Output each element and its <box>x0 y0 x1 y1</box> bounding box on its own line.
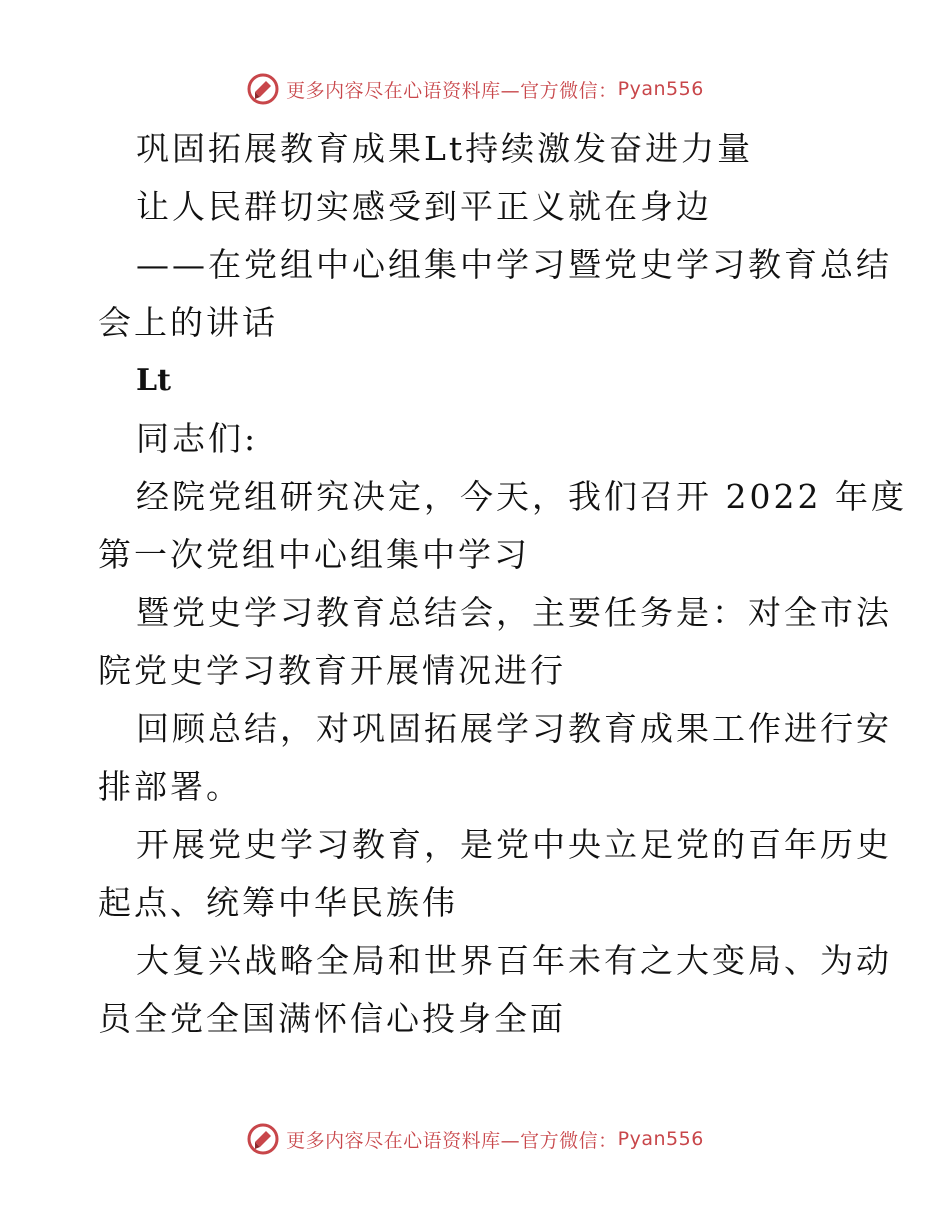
book-pen-logo-icon <box>246 72 280 106</box>
title-line-2: 让人民群切实感受到平正义就在身边 <box>136 187 712 226</box>
paragraph-line: 经院党组研究决定，今天，我们召开 2022 年度 <box>136 477 907 516</box>
paragraph-line: 回顾总结，对巩固拓展学习教育成果工作进行安 <box>136 709 892 748</box>
paragraph-line: 开展党史学习教育，是党中央立足党的百年历史 <box>136 825 892 864</box>
title-line-1: 巩固拓展教育成果Lt持续激发奋进力量 <box>136 129 754 168</box>
book-pen-logo-icon <box>246 1122 280 1156</box>
watermark-text: 更多内容尽在心语资料库—官方微信： <box>286 79 618 102</box>
paragraph-line: 员全党全国满怀信心投身全面 <box>98 999 566 1038</box>
watermark-text: 更多内容尽在心语资料库—官方微信： <box>286 1129 618 1152</box>
stray-glyph: Lt <box>136 363 171 398</box>
watermark-contact: Pyan556 <box>617 1128 704 1150</box>
salutation: 同志们: <box>136 419 259 458</box>
paragraph-line: 第一次党组中心组集中学习 <box>98 535 530 574</box>
paragraph-line: 排部署。 <box>98 767 242 806</box>
document-body <box>98 120 907 1048</box>
footer-watermark <box>0 1122 950 1156</box>
paragraph-line: 暨党史学习教育总结会，主要任务是：对全市法 <box>136 593 892 632</box>
watermark-contact: Pyan556 <box>617 78 704 100</box>
subtitle-line-1: ——在党组中心组集中学习暨党史学习教育总结 <box>136 245 892 284</box>
paragraph-line: 大复兴战略全局和世界百年未有之大变局、为动 <box>136 941 892 980</box>
subtitle-line-2: 会上的讲话 <box>98 303 278 342</box>
header-watermark <box>0 72 950 106</box>
paragraph-line: 院党史学习教育开展情况进行 <box>98 651 566 690</box>
paragraph-line: 起点、统筹中华民族伟 <box>98 883 458 922</box>
